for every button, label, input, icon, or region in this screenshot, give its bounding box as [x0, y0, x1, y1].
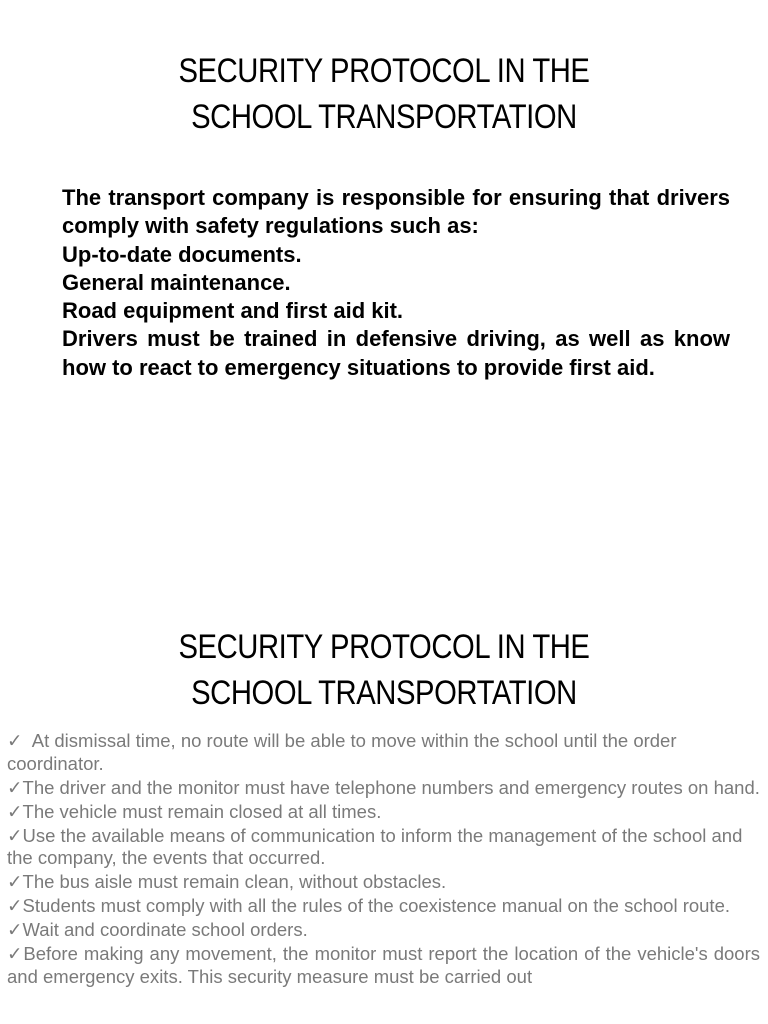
slide-1-body: [62, 184, 730, 382]
checkmark-icon: ✓: [7, 730, 23, 751]
checklist-item: [7, 943, 760, 988]
checklist-item-text: The bus aisle must remain clean, without obstacles.: [22, 871, 447, 892]
checklist-item-text: The vehicle must remain closed at all times.: [22, 800, 382, 822]
checklist-item-text: The driver and the monitor must have telephone numbers and emergency routes on hand.: [22, 776, 760, 798]
checklist-item-text: Use the available means of communication to inform the management of the school and the company, the events that occurred.: [7, 824, 743, 868]
checklist-item: [7, 777, 760, 800]
checkmark-icon: ✓: [7, 919, 23, 940]
checklist-item: [7, 895, 760, 918]
slide-1-title: [54, 48, 714, 140]
slide-2-title-line-2: SCHOOL TRANSPORTATION: [191, 674, 577, 712]
slide-2-title-line-1: SECURITY PROTOCOL IN THE: [178, 628, 590, 666]
checklist-item-text: At dismissal time, no route will be able to move within the school until the order coordinator.: [7, 730, 682, 774]
checkmark-icon: ✓: [7, 871, 23, 892]
checklist-item: [7, 919, 760, 942]
intro-paragraph: The transport company is responsible for ensuring that drivers comply with safety regulations such as:: [62, 185, 730, 239]
checkmark-icon: ✓: [7, 776, 23, 798]
checklist-item-text: Students must comply with all the rules of the coexistence manual on the school route.: [22, 895, 731, 916]
checklist-item: [7, 801, 760, 824]
protocol-checklist: [7, 730, 760, 990]
slide-1-title-line-2: SCHOOL TRANSPORTATION: [191, 98, 577, 136]
checkmark-icon: ✓: [7, 824, 23, 846]
checklist-item: [7, 825, 760, 870]
closing-paragraph: Drivers must be trained in defensive driving, as well as know how to react to emergency situations to provide first aid.: [62, 326, 730, 380]
requirement-item: Up-to-date documents.: [62, 241, 302, 267]
checklist-item: [7, 871, 760, 894]
checkmark-icon: ✓: [7, 800, 23, 822]
slide-2-title: [54, 624, 714, 716]
checkmark-icon: ✓: [7, 943, 24, 964]
checklist-item-text: Before making any movement, the monitor must report the location of the vehicle's doors and emergency exits. This security measure must be carried out: [7, 943, 760, 987]
checkmark-icon: ✓: [7, 895, 23, 916]
checklist-item: [7, 730, 760, 775]
requirement-item: Road equipment and first aid kit.: [62, 298, 404, 324]
requirement-item: General maintenance.: [62, 269, 291, 295]
checklist-item-text: Wait and coordinate school orders.: [22, 919, 308, 940]
slide-2: [0, 600, 768, 1024]
slide-1-title-line-1: SECURITY PROTOCOL IN THE: [178, 52, 590, 90]
